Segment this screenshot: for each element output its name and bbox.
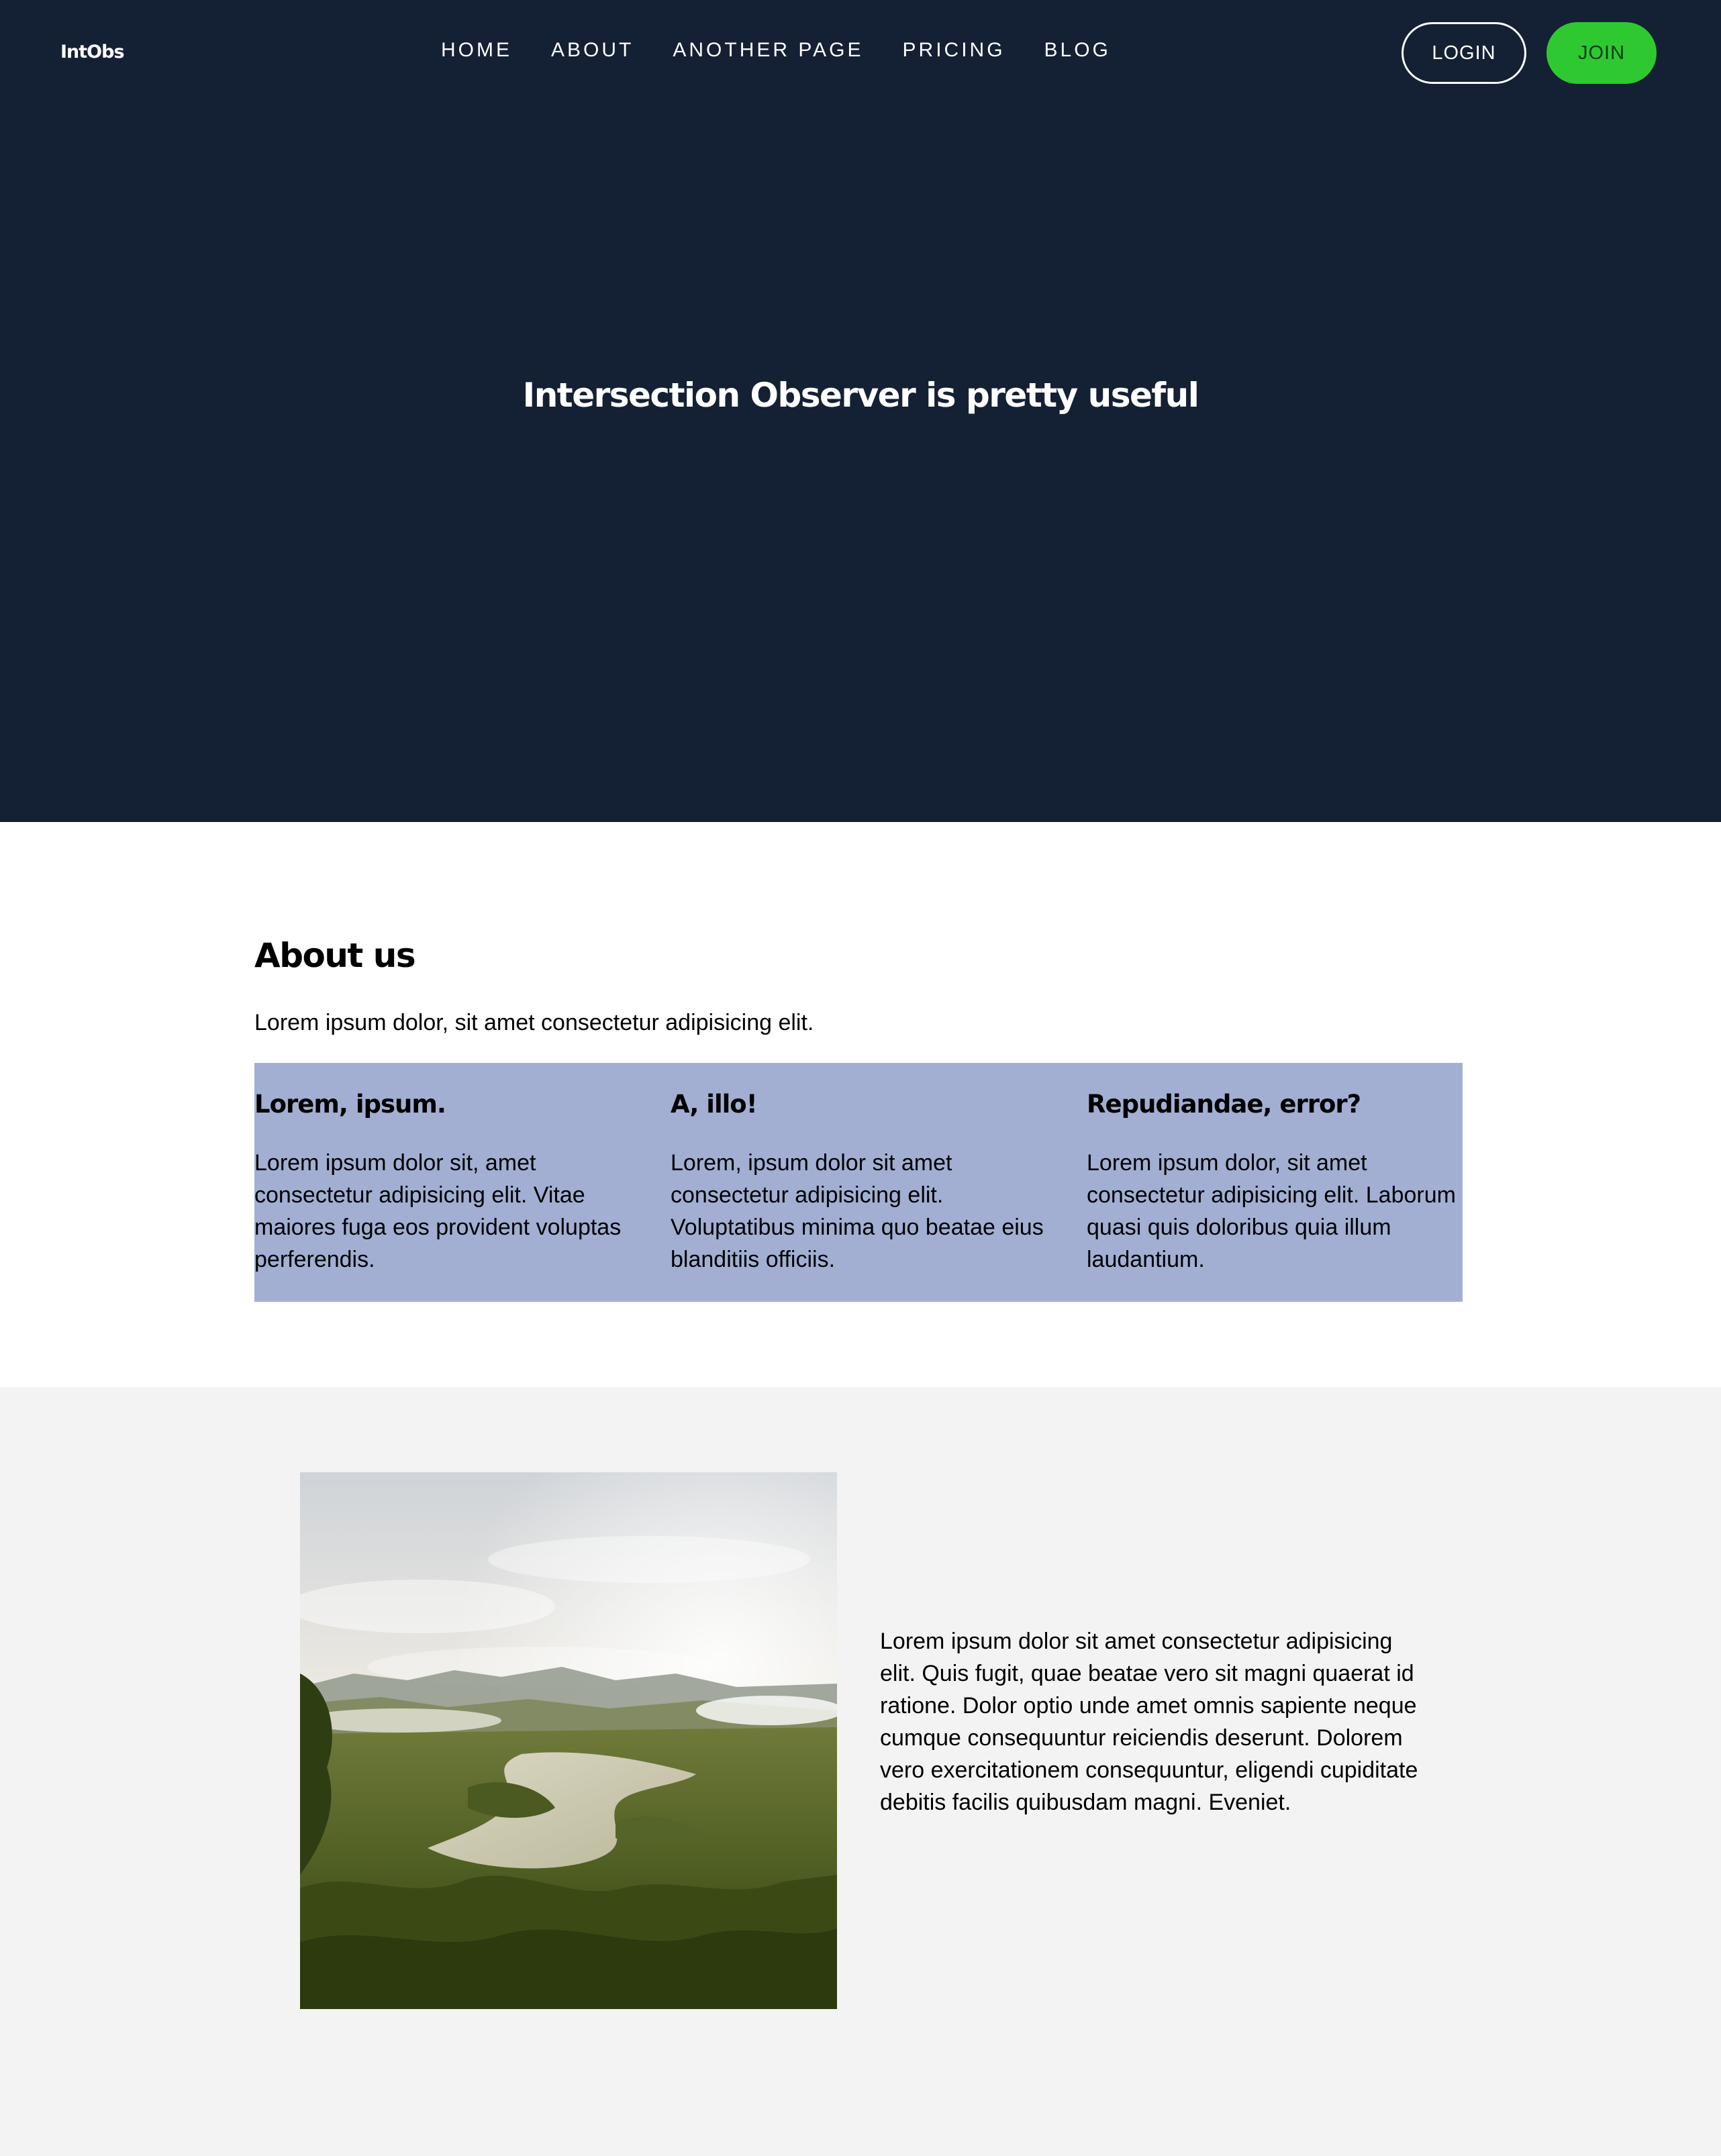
gallery-section (0, 1387, 1721, 2156)
features-grid (254, 1063, 1463, 1302)
landscape-photo (300, 1472, 837, 2009)
feature-text: Lorem ipsum dolor, sit amet consectetur adipisicing elit. Laborum quasi quis doloribus quia illum laudantium. (1087, 1150, 1456, 1272)
hero-section (0, 0, 1721, 822)
hero-title: Intersection Observer is pretty useful (522, 376, 1199, 415)
about-section (0, 822, 1721, 1387)
nav-link-blog[interactable]: BLOG (1044, 39, 1111, 61)
gallery-text: Lorem ipsum dolor sit amet consectetur adipisicing elit. Quis fugit, quae beatae vero sit magni quaerat id ratione. Dolor optio unde amet omnis sapiente neque cumque consequuntur reiciendis deserunt. Dolorem vero exercitationem consequuntur, eligendi cupiditate debitis facilis quibusdam magni. Eveniet. (880, 1629, 1418, 1815)
top-navbar (0, 0, 1721, 106)
brand-logo[interactable]: IntObs (60, 42, 124, 62)
feature-title: Lorem, ipsum. (254, 1090, 446, 1119)
nav-link-pricing[interactable]: PRICING (902, 39, 1005, 61)
main-nav (441, 39, 1150, 62)
join-button[interactable]: JOIN (1546, 22, 1657, 84)
feature-title: Repudiandae, error? (1087, 1090, 1361, 1119)
about-intro: Lorem ipsum dolor, sit amet consectetur adipisicing elit. (254, 1010, 814, 1035)
nav-link-home[interactable]: HOME (441, 39, 512, 61)
nav-link-about[interactable]: ABOUT (551, 39, 634, 61)
feature-text: Lorem ipsum dolor sit, amet consectetur adipisicing elit. Vitae maiores fuga eos provident voluptas perferendis. (254, 1150, 622, 1272)
feature-title: A, illo! (671, 1090, 757, 1119)
login-button[interactable]: LOGIN (1402, 22, 1526, 84)
nav-link-another-page[interactable]: ANOTHER PAGE (673, 39, 864, 61)
feature-text: Lorem, ipsum dolor sit amet consectetur adipisicing elit. Voluptatibus minima quo beatae eius blanditiis officiis. (671, 1150, 1044, 1272)
about-title: About us (254, 936, 415, 975)
